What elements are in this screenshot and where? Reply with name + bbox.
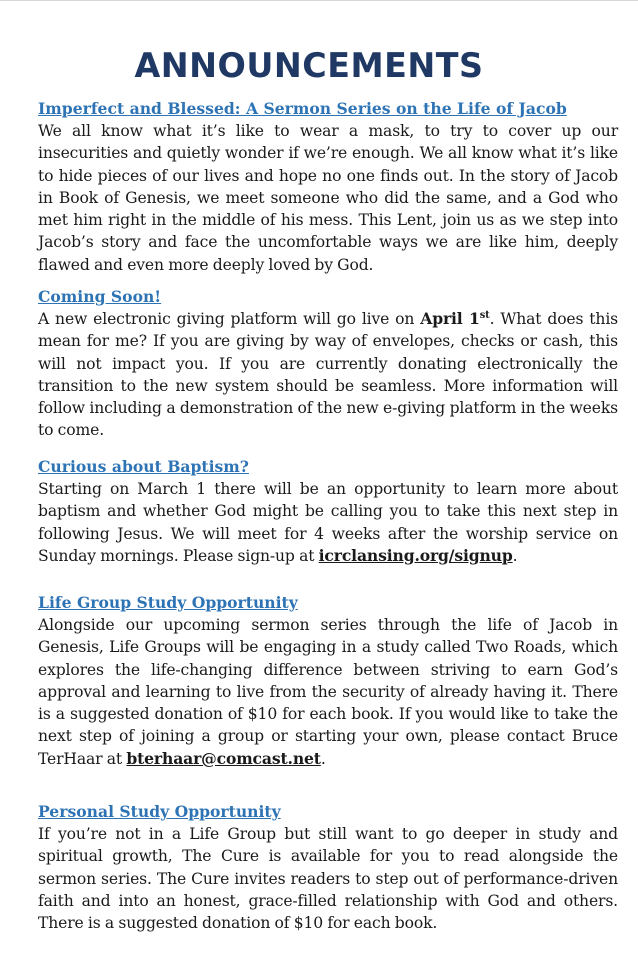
top-divider [0,0,638,1]
body-text: Starting on March 1 there will be an opportunity to learn more about baptism and whether God might be calling you to take this next step in following Jesus. We will meet for 4 weeks after the worship service on Sunday mornings. Please sign-up at [38,480,618,565]
body-text: A new electronic giving platform will go live on [38,310,421,328]
section-body: We all know what it’s like to wear a mask, to try to cover up our insecurities and quietly wonder if we’re enough. We all know what it’s like to hide pieces of our lives and hope no one finds out. In the story of Jacob in Book of Genesis, we meet someone who did the same, and a God who met him right in the middle of his mess. This Lent, join us as we step into Jacob’s story and face the uncomfortable ways we are like him, deeply flawed and even more deeply loved by God. [38,122,618,274]
section-heading: Personal Study Opportunity [38,802,281,821]
page-title: ANNOUNCEMENTS [134,46,484,86]
email-link[interactable]: bterhaar@comcast.net [126,748,321,768]
section-baptism [38,456,618,567]
section-sermon-series [38,98,618,276]
section-personal-study [38,801,618,934]
body-text: . [512,546,518,565]
section-body [38,478,618,567]
signup-link[interactable]: icrclansing.org/signup [318,545,513,565]
date-suffix: st [479,309,490,321]
body-text: . [320,749,326,768]
section-heading: Coming Soon! [38,287,162,306]
section-body: If you’re not in a Life Group but still want to go deeper in study and spiritual growth, The Cure is available for you to read alongside the sermon series. The Cure invites readers to step out of performance-driven faith and into an honest, grace-filled relationship with God and others. There is a suggested donation of $10 for each book. [38,825,618,933]
section-life-group [38,592,618,770]
section-body [38,614,618,770]
section-coming-soon [38,286,618,442]
body-text: Alongside our upcoming sermon series through the life of Jacob in Genesis, Life Groups will be engaging in a study called Two Roads, which explores the life-changing difference between striving to earn God’s approval and learning to live from the security of already having it. There is a suggested donation of $10 for each book. If you would like to take the next step of joining a group or starting your own, please contact Bruce TerHaar at [38,616,618,768]
section-heading: Life Group Study Opportunity [38,593,298,612]
section-body [38,308,618,442]
launch-date: April 1st [420,309,490,328]
section-heading: Imperfect and Blessed: A Sermon Series on the Life of Jacob [38,99,567,118]
body-text: . What does this mean for me? If you are giving by way of envelopes, checks or cash, this will not impact you. If you are currently donating electronically the transition to the new system should be seamless. More information will follow including a demonstration of the new e-giving platform in the weeks to come. [38,310,619,440]
section-heading: Curious about Baptism? [38,457,249,476]
